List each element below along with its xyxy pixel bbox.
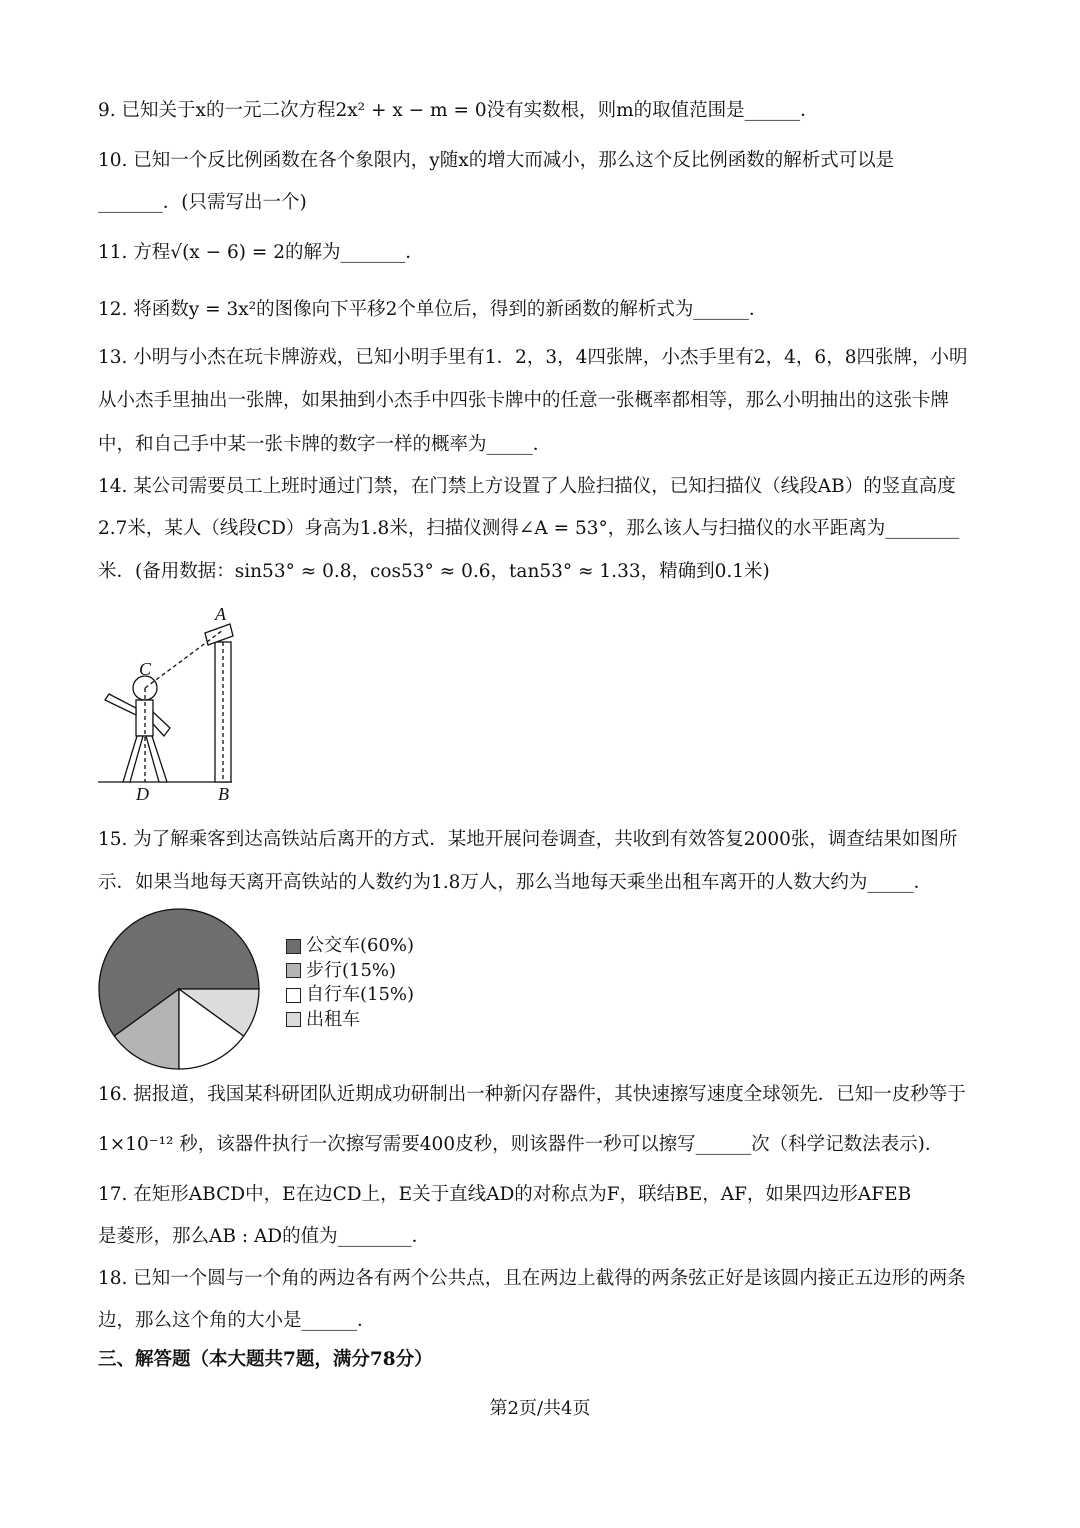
legend-item	[286, 1008, 414, 1033]
pie-chart	[96, 906, 262, 1072]
label-a: A	[215, 604, 226, 624]
question-13-line2: 从小杰手里抽出一张牌，如果抽到小杰手中四张卡牌中的任意一张概率都相等，那么小明抽出的这张卡牌	[98, 390, 950, 411]
label-d: D	[136, 784, 149, 804]
legend-label: 自行车(15%)	[306, 984, 415, 1005]
question-9: 9. 已知关于x的一元二次方程2x² + x − m = 0没有实数根，则m的取值范围是______．	[98, 100, 819, 121]
legend-item	[286, 934, 414, 959]
label-c: C	[139, 659, 152, 679]
question-15-line1: 15. 为了解乘客到达高铁站后离开的方式．某地开展问卷调查，共收到有效答复2000张，调查结果如图所	[98, 829, 958, 850]
legend-swatch	[286, 1012, 301, 1027]
question-16-line1: 16. 据报道，我国某科研团队近期成功研制出一种新闪存器件，其快速擦写速度全球领先．已知一皮秒等于	[98, 1084, 966, 1105]
legend-label: 出租车	[306, 1008, 360, 1030]
legend-swatch	[286, 988, 301, 1003]
question-15-line2: 示．如果当地每天离开高铁站的人数约为1.8万人，那么当地每天乘坐出租车离开的人数大约为_____．	[98, 872, 933, 893]
section-heading: 三、解答题（本大题共7题，满分78分）	[98, 1349, 433, 1370]
legend-swatch	[286, 939, 301, 954]
legend-item	[286, 959, 414, 984]
question-16-line2: 1×10⁻¹² 秒，该器件执行一次擦写需要400皮秒，则该器件一秒可以擦写______次（科学记数法表示)．	[98, 1134, 944, 1155]
question-14-line1: 14. 某公司需要员工上班时通过门禁，在门禁上方设置了人脸扫描仪，已知扫描仪（线段AB）的竖直高度	[98, 476, 956, 497]
legend-label: 步行(15%)	[306, 959, 397, 981]
question-12: 12. 将函数y = 3x²的图像向下平移2个单位后，得到的新函数的解析式为______．	[98, 299, 768, 320]
pie-legend	[286, 934, 414, 1032]
question-10-line2: _______．(只需写出一个)	[98, 192, 307, 213]
label-b: B	[218, 784, 229, 804]
question-17-line2: 是菱形，那么AB : AD的值为________．	[98, 1226, 431, 1247]
question-13-line3: 中，和自己手中某一张卡牌的数字一样的概率为_____．	[98, 434, 552, 455]
question-14-line3: 米．(备用数据：sin53° ≈ 0.8，cos53° ≈ 0.6，tan53° ≈ 1.33，精确到0.1米)	[98, 561, 770, 582]
question-18-line2: 边，那么这个角的大小是______．	[98, 1310, 376, 1331]
legend-swatch	[286, 963, 301, 978]
question-13-line1: 13. 小明与小杰在玩卡牌游戏，已知小明手里有1．2，3，4四张牌，小杰手里有2，4，6，8四张牌，小明	[98, 347, 968, 368]
scanner-figure	[90, 600, 290, 810]
question-11: 11. 方程√(x − 6) = 2的解为_______．	[98, 242, 424, 263]
question-14-line2: 2.7米，某人（线段CD）身高为1.8米，扫描仪测得∠A = 53°，那么该人与扫描仪的水平距离为________	[98, 518, 960, 539]
legend-label: 公交车(60%)	[306, 935, 415, 956]
question-18-line1: 18. 已知一个圆与一个角的两边各有两个公共点，且在两边上截得的两条弦正好是该圆内接正五边形的两条	[98, 1268, 966, 1289]
legend-item	[286, 983, 414, 1008]
page-footer: 第2页/共4页	[489, 1398, 591, 1419]
question-17-line1: 17. 在矩形ABCD中，E在边CD上，E关于直线AD的对称点为F，联结BE，AF，如果四边形AFEB	[98, 1184, 912, 1205]
question-10-line1: 10. 已知一个反比例函数在各个象限内，y随x的增大而减小，那么这个反比例函数的解析式可以是	[98, 150, 895, 171]
